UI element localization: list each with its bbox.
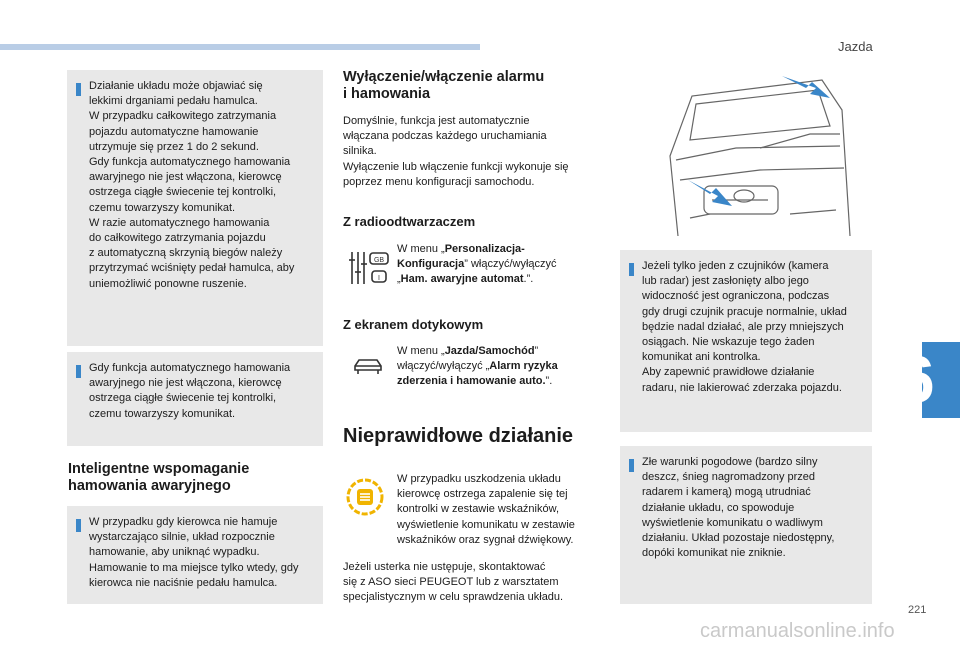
note-text: Jeżeli tylko jeden z czujników (kamera lub radar) jest zasłonięty albo jego widoczność jest ograniczona, podczas gdy drugi czujnik pracuje normalnie, układ będzie nadal działać, ale przy mniejszych osiągach. Nie wskazuje tego żaden komunikat ani kontrolka. Aby zapewnić prawidłowe działanie radaru, nie lakierować zderzaka pojazdu.	[642, 260, 847, 394]
heading-malfunction: Nieprawidłowe działanie	[343, 425, 574, 447]
note-text: Gdy funkcja automatycznego hamowania awaryjnego nie jest włączona, kierowcę ostrzega ciągłe świecenie tej kontrolki, czemu towarzyszy komunikat.	[89, 362, 291, 420]
note-box-sensor-obstructed	[620, 250, 872, 432]
note-text: Złe warunki pogodowe (bardzo silny deszcz, śnieg nagromadzony przed radarem i kamerą) mogą utrudniać działanie układu, co spowoduje wyświetlenie komunikatu o wadliwym działaniu. Układ pozostaje niedostępny, dopóki komunikat nie zniknie.	[642, 456, 835, 560]
page-number: 221	[908, 604, 927, 616]
note-marker	[76, 519, 81, 532]
radio-instructions: W menu „Personalizacja- Konfiguracja” włączyć/wyłączyć „Ham. awaryjne automat.”.	[397, 243, 557, 286]
chapter-number: 6	[898, 342, 935, 416]
radio-settings-icon	[348, 248, 390, 288]
section-title: Jazda	[838, 39, 873, 54]
car-icon	[352, 354, 384, 378]
note-box-intelligent-braking	[67, 506, 323, 604]
heading-touchscreen: Z ekranem dotykowym	[343, 317, 484, 332]
note-marker	[629, 263, 634, 276]
watermark: carmanualsonline.info	[700, 620, 895, 642]
camera-arrow-icon	[782, 76, 830, 98]
intro-text: Domyślnie, funkcja jest automatycznie włączana podczas każdego uruchamiania silnika. Wyłączenie lub włączenie funkcji wykonuje się poprzez menu konfiguracji samochodu.	[343, 115, 569, 188]
svg-text:GB: GB	[373, 257, 385, 264]
note-box-brake-vibration	[67, 70, 323, 346]
note-box-weather	[620, 446, 872, 604]
note-marker	[76, 83, 81, 96]
note-text: Działanie układu może objawiać się lekkimi drganiami pedału hamulca. W przypadku całkowitego zatrzymania pojazdu automatyczne hamowanie utrzymuje się przez 1 do 2 sekund. Gdy funkcja automatycznego hamowania awaryjnego nie jest włączona, kierowcę ostrzega ciągłe świecenie tej kontrolki, czemu towarzyszy komunikat. W razie automatycznego hamowania do całkowitego zatrzymania pojazdu z automatyczną skrzynią biegów należy przytrzymać wciśnięty pedał hamulca, aby uniemożliwić ponowne ruszenie.	[89, 80, 295, 290]
heading-disable-enable: Wyłączenie/włączenie alarmu i hamowania	[343, 69, 545, 102]
heading-radio: Z radioodtwarzaczem	[343, 214, 476, 229]
note-marker	[76, 365, 81, 378]
brake-warning-icon	[346, 478, 384, 516]
radar-arrow-icon	[688, 180, 732, 206]
touchscreen-instructions: W menu „Jazda/Samochód” włączyć/wyłączyć „Alarm ryzyka zderzenia i hamowanie auto.”.	[397, 345, 558, 388]
heading-intelligent-braking: Inteligentne wspomaganie hamowania awaryjnego	[68, 461, 250, 494]
malfunction-text: W przypadku uszkodzenia układu kierowcę ostrzega zapalenie się tej kontrolki w zestawie wskaźników, wyświetlenie komunikatu w zestawie wskaźników oraz sygnał dźwiękowy.	[397, 473, 575, 546]
vehicle-illustration	[640, 68, 872, 246]
note-box-warning-light	[67, 352, 323, 446]
malfunction-contact-text: Jeżeli usterka nie ustępuje, skontaktować się z ASO sieci PEUGEOT lub z warsztatem specjalistycznym w celu sprawdzenia układu.	[343, 561, 564, 604]
note-marker	[629, 459, 634, 472]
svg-text:I: I	[378, 275, 380, 282]
header-bar	[0, 44, 480, 50]
note-text: W przypadku gdy kierowca nie hamuje wystarczająco silnie, układ rozpocznie hamowanie, aby uniknąć wypadku. Hamowanie to ma miejsce tylko wtedy, gdy kierowca nie naciśnie pedału hamulca.	[89, 516, 299, 589]
